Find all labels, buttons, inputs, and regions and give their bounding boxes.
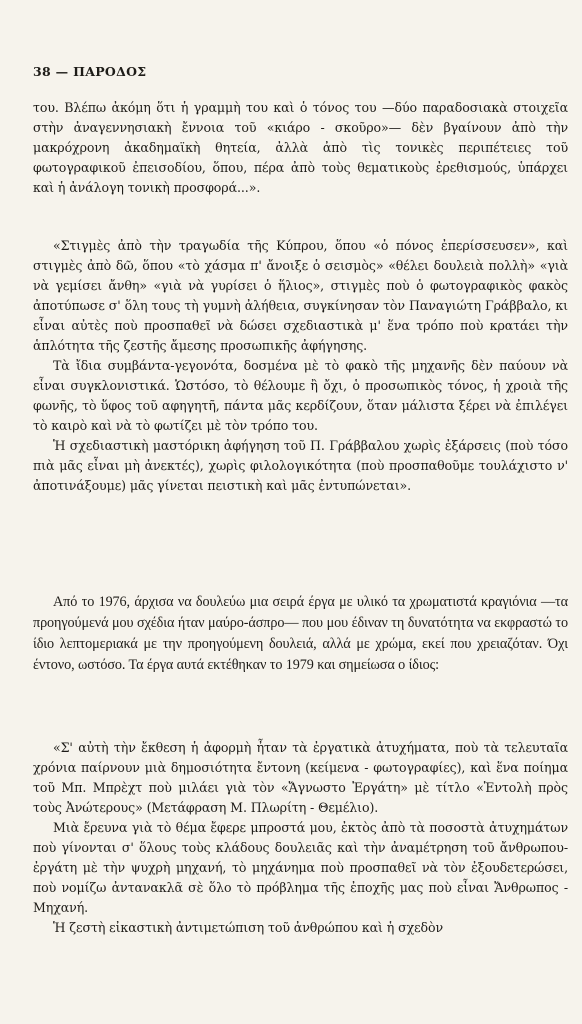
paragraph: «Στιγμὲς ἀπὸ τὴν τραγωδία τῆς Κύπρου, ὅπου «ὁ πόνος ἐπερίσσευσεν», καὶ στιγμὲς ἀπὸ δῶ, ὅπου «τὸ χάσμα π' ἄνοιξε ὁ σεισμὸς» «θέλει δουλειὰ πολλὴ» «γιὰ νὰ γεμίσει ἄνθη» «γιὰ νὰ γυρίσει ὁ ἥλιος», στιγμὲς ποὺ ὁ φωτογραφικὸς φακὸς ἀποτύπωσε σ' ὅλη τους τὴ γυμνὴ ἀλήθεια, συγκίνησαν τὸν Παναγιώτη Γράββαλο, κι εἶναι αὐτὲς ποὺ προσπαθεῖ νὰ δώσει σχεδιαστικὰ μ' ἕνα τρόπο ποὺ κρατάει τὴν ἁπλότητα τῆς ζεστῆς ἄμεσης προσωπικῆς ἀφήγησης.: [33, 238, 568, 353]
paragraph: Μιὰ ἔρευνα γιὰ τὸ θέμα ἔφερε μπροστά μου, ἐκτὸς ἀπὸ τὰ ποσοστὰ ἀτυχημάτων ποὺ γίνονται σ' ὅλους τοὺς κλάδους δουλειᾶς καὶ τὴν ἀναμέτρηση τοῦ ἄνθρωπου-ἐργάτη μὲ τὴν ψυχρὴ μηχανή, τὸ μηχάνημα ποὺ προσπαθεῖ νὰ τὸν ἐξουδετερώσει, ποὺ νομίζω ἀντανακλᾶ σὲ ὅλο τὸ πρόβλημα τῆς ἐποχῆς μας ποὺ εἶναι Ἄνθρωπος - Μηχανή.: [33, 820, 568, 915]
paragraph: Ἡ σχεδιαστικὴ μαστόρικη ἀφήγηση τοῦ Π. Γράββαλου χωρὶς ἐξάρσεις (ποὺ τόσο πιὰ μᾶς εἶναι μὴ ἀνεκτές), χωρὶς φιλολογικότητα (ποὺ προσπαθοῦμε τουλάχιστο ν' ἀποτινάξουμε) μᾶς γίνεται πειστικὴ καὶ μᾶς ἐντυπώνεται».: [33, 438, 568, 493]
paragraph: «Σ' αὐτὴ τὴν ἔκθεση ἡ ἀφορμὴ ἦταν τὰ ἐργατικὰ ἀτυχήματα, ποὺ τὰ τελευταῖα χρόνια παίρνουν μιὰ δημοσιότητα ἔντονη (κείμενα - φωτογραφίες), καὶ ἕνα ποίημα τοῦ Μπ. Μπρὲχτ ποὺ μιλάει γιὰ τὸν «Ἄγνωστο Ἐργάτη» μὲ τίτλο «Ἐντολὴ πρὸς τοὺς Ἀνώτερους» (Μετάφραση Μ. Πλωρίτη - Θεμέλιο).: [33, 740, 568, 815]
paragraph-block-2: [33, 236, 568, 496]
paragraph-block-3: [33, 592, 568, 676]
running-head: 38 — ΠΑΡΟΔΟΣ: [33, 64, 147, 79]
paragraph: του. Βλέπω ἀκόμη ὅτι ἡ γραμμὴ του καὶ ὁ τόνος του —δύο παραδοσιακὰ στοιχεῖα στὴν ἀναγεννησιακὴ ἔννοια τοῦ «κιάρο - σκοῦρο»— δὲν βγαίνουν ἀπὸ τὴν μακρόχρονη ἀκαδημαϊκὴ θητεία, ἀλλὰ ἀπὸ τὶς τονικὲς περιπέτειες τοῦ φωτογραφικοῦ ἐπεισοδίου, ὅπου, πέρα ἀπὸ τοὺς θεματικοὺς ἐρεθισμούς, ὑπάρχει καὶ ἡ ἀνάλογη τονικὴ προσφορά...».: [33, 100, 568, 195]
paragraph-block-4: [33, 738, 568, 938]
paragraph: Από το 1976, άρχισα να δουλεύω μια σειρά έργα με υλικό τα χρωματιστά κραγιόνια —τα προηγούμενά μου σχέδια ήταν μαύρο-άσπρο— που μου έδιναν τη δυνατότητα να εκφραστώ το ίδιο λεπτομεριακά με την προηγούμενη δουλειά, αλλά με χρώμα, εκεί που χρειαζόταν. Όχι έντονο, ωστόσο. Τα έργα αυτά εκτέθηκαν το 1979 και σημείωσα ο ίδιος:: [33, 594, 568, 673]
paragraph-block-1: [33, 98, 568, 198]
paragraph: Ἡ ζεστὴ εἰκαστικὴ ἀντιμετώπιση τοῦ ἀνθρώπου καὶ ἡ σχεδὸν: [53, 920, 444, 935]
paragraph: Τὰ ἴδια συμβάντα-γεγονότα, δοσμένα μὲ τὸ φακὸ τῆς μηχανῆς δὲν παύουν νὰ εἶναι συγκλονιστικά. Ὡστόσο, τὸ θέλουμε ἢ ὄχι, ὁ προσωπικὸς τόνος, ἡ χροιὰ τῆς φωνῆς, τὸ ὕφος τοῦ αφηγητῆ, πάντα μᾶς κερδίζουν, ὅταν μάλιστα ξέρει νὰ ἐπιλέγει τὸ καιρὸ καὶ νὰ τὸ φωτίζει μὲ τὸν τρόπο του.: [33, 358, 568, 433]
